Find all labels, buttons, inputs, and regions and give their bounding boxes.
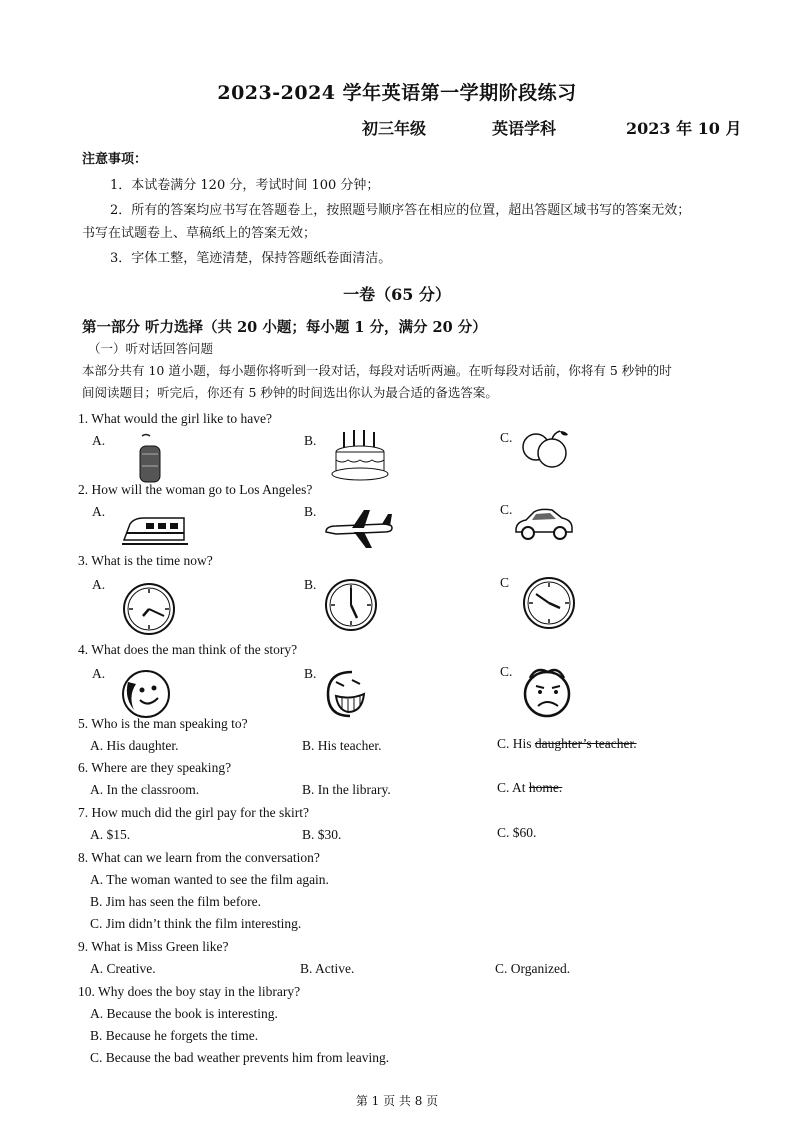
note-3: 3．字体工整，笔迹清楚，保持答题纸卷面清洁。 <box>110 251 392 266</box>
question-4: 4. What does the man think of the story? <box>78 642 298 657</box>
q7-option-b: B. $30. <box>302 827 342 842</box>
sad-face-icon <box>520 664 574 720</box>
apples-icon <box>516 425 576 469</box>
train-icon <box>122 514 188 548</box>
grade-label: 初三年级 <box>362 119 427 138</box>
q9-option-b: B. Active. <box>300 961 355 976</box>
q7-option-a: A. $15. <box>90 827 131 842</box>
question-10: 10. Why does the boy stay in the library? <box>78 984 301 999</box>
clock-icon <box>324 578 378 632</box>
q5-option-b: B. His teacher. <box>302 738 382 753</box>
note-2-cont: 书写在试题卷上、草稿纸上的答案无效； <box>82 226 317 241</box>
q10-option-c: C. Because the bad weather prevents him from leaving. <box>90 1050 390 1065</box>
clock-icon <box>122 582 176 636</box>
airplane-icon <box>322 506 394 550</box>
question-5: 5. Who is the man speaking to? <box>78 716 248 731</box>
q8-option-c: C. Jim didn’t think the film interesting. <box>90 916 302 931</box>
q10-option-b: B. Because he forgets the time. <box>90 1028 259 1043</box>
page-number: 第 1 页 共 8 页 <box>355 1094 439 1108</box>
q1-option-c: C. <box>500 430 513 445</box>
q1-option-b: B. <box>304 433 317 448</box>
question-2: 2. How will the woman go to Los Angeles? <box>78 482 313 497</box>
q9-option-a: A. Creative. <box>90 961 156 976</box>
q6-option-c-text: C. At <box>497 780 529 795</box>
question-6: 6. Where are they speaking? <box>78 760 232 775</box>
q8-option-a: A. The woman wanted to see the film again. <box>90 872 329 887</box>
q5-option-a: A. His daughter. <box>90 738 179 753</box>
q4-option-b: B. <box>304 666 317 681</box>
date-label: 2023 年 10 月 <box>626 119 742 138</box>
laughing-face-icon <box>322 668 374 720</box>
birthday-cake-icon <box>330 428 390 482</box>
q1-option-a: A. <box>92 433 106 448</box>
q6-option-c-struck-text: home. <box>528 780 563 795</box>
q2-option-a: A. <box>92 504 106 519</box>
q10-option-a: A. Because the book is interesting. <box>90 1006 278 1021</box>
instruction-line-2: 间阅读题目；听完后，你还有 5 秒钟的时间选出你认为最合适的备选答案。 <box>82 385 498 400</box>
paper-title: 2023-2024 学年英语第一学期阶段练习 <box>217 82 577 104</box>
q4-option-c: C. <box>500 664 513 679</box>
q6-option-c <box>497 780 562 796</box>
question-8: 8. What can we learn from the conversation? <box>78 850 320 865</box>
q2-option-b: B. <box>304 504 317 519</box>
question-7: 7. How much did the girl pay for the skirt? <box>78 805 309 820</box>
q5-option-c <box>497 736 637 752</box>
q2-option-c: C. <box>500 502 513 517</box>
q3-option-b: B. <box>304 577 317 592</box>
q3-option-a: A. <box>92 577 106 592</box>
section-title: 一卷（65 分） <box>343 285 451 304</box>
clock-icon <box>522 576 576 630</box>
q6-option-a: A. In the classroom. <box>90 782 200 797</box>
question-3: 3. What is the time now? <box>78 553 213 568</box>
part-1-title: 第一部分 听力选择（共 20 小题；每小题 1 分，满分 20 分） <box>82 319 487 336</box>
instruction-line-1: 本部分共有 10 道小题，每小题你将听到一段对话，每段对话听两遍。在听每段对话前，你将有 5 秒钟的时 <box>82 363 672 378</box>
q4-option-a: A. <box>92 666 106 681</box>
q5-option-c-text: C. His <box>497 736 535 751</box>
part-1-subtitle: （一）听对话回答问题 <box>88 341 214 356</box>
notes-heading: 注意事项： <box>82 152 148 167</box>
smiling-face-icon <box>120 668 172 720</box>
question-1: 1. What would the girl like to have? <box>78 411 272 426</box>
jar-icon <box>130 432 170 484</box>
q6-option-b: B. In the library. <box>302 782 391 797</box>
q5-option-c-struck-text: daughter’s teacher. <box>534 736 637 751</box>
subject-label: 英语学科 <box>492 119 557 138</box>
note-1: 1．本试卷满分 120 分，考试时间 100 分钟； <box>110 178 380 193</box>
note-2: 2．所有的答案均应书写在答题卷上，按照题号顺序答在相应的位置，超出答题区域书写的答案无效； <box>110 203 691 218</box>
question-9: 9. What is Miss Green like? <box>78 939 229 954</box>
q7-option-c: C. $60. <box>497 825 537 840</box>
q9-option-c: C. Organized. <box>495 961 571 976</box>
q8-option-b: B. Jim has seen the film before. <box>90 894 261 909</box>
q3-option-c: C <box>500 575 510 590</box>
car-icon <box>512 506 574 542</box>
